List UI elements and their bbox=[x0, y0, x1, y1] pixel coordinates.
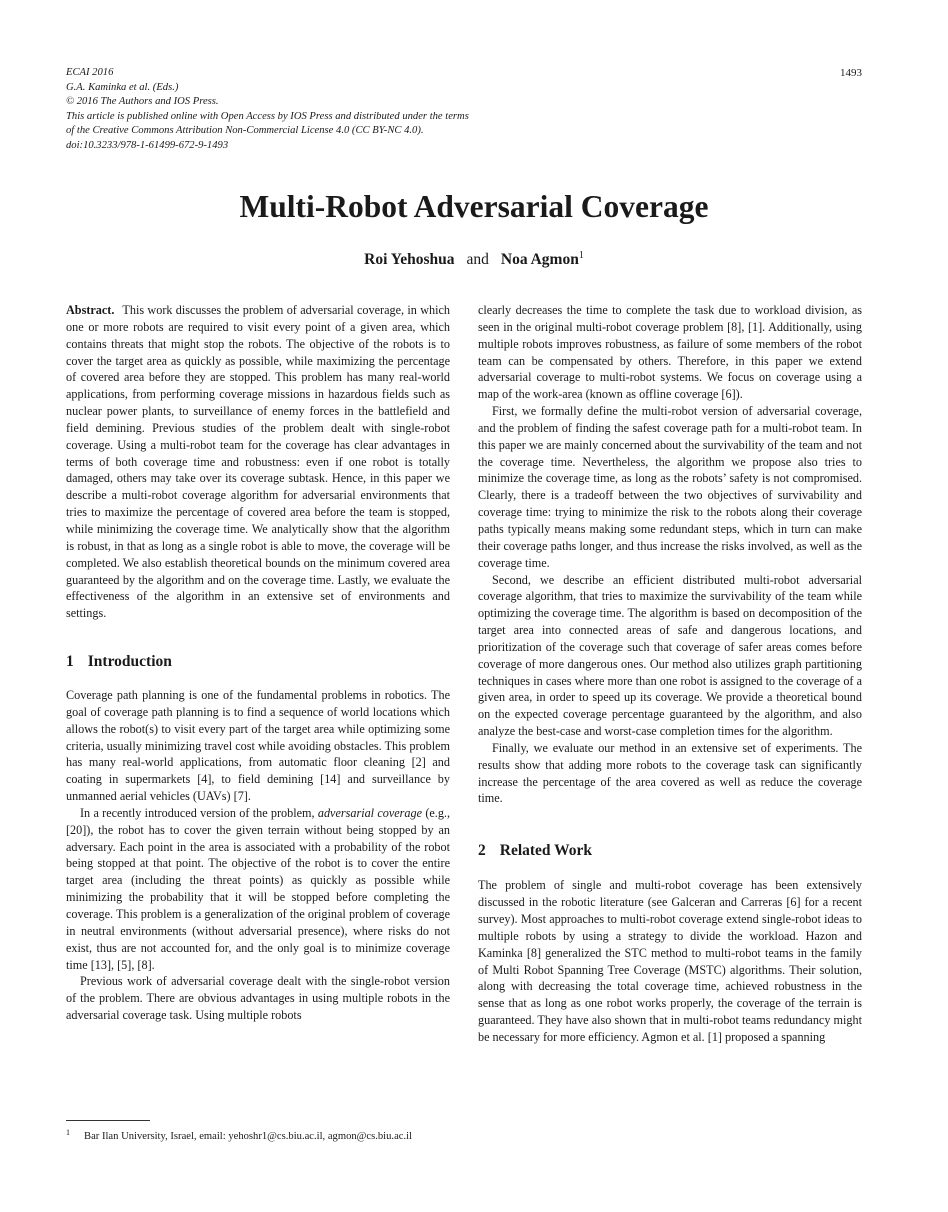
intro-paragraph-6: Finally, we evaluate our method in an extensive set of experiments. The results show that adding more robots to the coverage task can significantly increase the percentage of the area covered as well as reduce the coverage time. bbox=[478, 740, 862, 806]
intro-paragraph-4: First, we formally define the multi-robot version of adversarial coverage, and the problem of finding the safest coverage path for a multi-robot team. In this paper we are mainly concerned about the survivability of the team and not the coverage time. Nevertheless, the algorithm we propose also tries to minimize the coverage time, as long as the robots’ safety is not compromised. Clearly, there is a tradeoff between the two objectives of survivability and coverage time: trying to minimize the risk to the robots along their coverage paths typically means making some redundant steps, which in turn can make their coverage paths longer, and thus increase the risks involved, as well as the coverage time. bbox=[478, 404, 862, 570]
section-title: Related Work bbox=[499, 842, 593, 860]
intro-p2-rest: (e.g., [20]), the robot has to cover the given terrain without being stopped by an adversary. Each point in the area is associated with a probability of the robot being stopped at that point. The objective of the robot is to cover the entire target area (including the threat points) as quickly as possible while minimizing the probability that it will be stopped before completing the coverage. This problem is a generalization of the original problem of coverage in neutral environments (without adversarial presence), where risks do not exist, thus are not accounted for, and the only goal is to minimize coverage time [13], [5], [8]. bbox=[66, 805, 451, 972]
term-adversarial-coverage: adversarial coverage bbox=[317, 805, 423, 820]
footnote-text: Bar Ilan University, Israel, email: yehoshr1@cs.biu.ac.il, agmon@cs.biu.ac.il bbox=[84, 1131, 413, 1142]
header-line-license-1: This article is published online with Open Access by IOS Press and distributed under the terms bbox=[66, 110, 469, 122]
left-column bbox=[66, 302, 450, 1024]
author-first: Roi Yehoshua bbox=[364, 251, 455, 268]
section-title: Introduction bbox=[87, 653, 172, 671]
intro-paragraph-3: Previous work of adversarial coverage dealt with the single-robot version of the problem. There are obvious advantages in using multiple robots in the adversarial coverage task. Using multiple robots bbox=[66, 974, 450, 1023]
header-line-license-2: of the Creative Commons Attribution Non-Commercial License 4.0 (CC BY-NC 4.0). bbox=[66, 125, 424, 136]
header-line-doi: doi:10.3233/978-1-61499-672-9-1493 bbox=[66, 139, 229, 151]
page-number: 1493 bbox=[840, 67, 862, 79]
header-line-editors: G.A. Kaminka et al. (Eds.) bbox=[66, 81, 179, 93]
abstract-label: Abstract. bbox=[66, 303, 115, 317]
section-heading-related-work bbox=[478, 841, 862, 861]
footnote-divider bbox=[66, 1120, 150, 1121]
intro-paragraph-1: Coverage path planning is one of the fundamental problems in robotics. The goal of coverage path planning is to find a sequence of world locations which allows the robot(s) to visit every part of the target area while optimizing some criteria, usually minimizing travel cost while avoiding obstacles. This problem has many real-world applications, from automatic floor cleaning [2] and coating in supermarkets [4], to field demining [14] and surveillance by unmanned aerial vehicles (UAVs) [7]. bbox=[66, 688, 450, 804]
abstract bbox=[66, 302, 450, 622]
right-column bbox=[478, 302, 862, 1046]
section-heading-introduction bbox=[66, 652, 450, 672]
author-second: Noa Agmon bbox=[500, 251, 579, 268]
footnote bbox=[66, 1126, 450, 1144]
paper-title: Multi-Robot Adversarial Coverage bbox=[239, 189, 709, 224]
publication-header bbox=[66, 66, 866, 153]
related-paragraph-1: The problem of single and multi-robot coverage has been extensively discussed in the robotic literature (see Galceran and Carreras [6] for a recent survey). Most approaches to multi-robot coverage extend single-robot ideas to multiple robots by using a strategy to divide the workload. Hazon and Kaminka [8] generalized the STC method to multi-robot teams in the family of Multi Robot Spanning Tree Coverage (MSTC) algorithms. Their solution, along with decreasing the total coverage time, achieved robustness in the sense that as long as one robot works properly, the coverage of the terrain is guaranteed. They have also shown that in multi-robot teams redundancy might be necessary for more efficiency. Agmon et al. [1] proposed a spanning bbox=[478, 878, 862, 1044]
footnote-mark: 1 bbox=[66, 1128, 70, 1137]
intro-paragraph-2 bbox=[66, 805, 450, 973]
intro-paragraph-5: Second, we describe an efficient distributed multi-robot adversarial coverage algorithm, that tries to maximize the survivability of the team while optimizing the coverage time. The algorithm is based on decomposition of the target area into connected areas of safe and dangerous locations, and prioritization of the coverage such that coverage of safer areas comes before coverage of more dangerous ones. Our method also utilizes graph partitioning techniques in cases where more than one robot is assigned to the coverage of a given area, in order to speed up its coverage. We provide a theoretical bound on the expected coverage percentage guaranteed by the algorithm, and also analyze the best-case and worst-case completion times for the algorithm. bbox=[478, 572, 862, 739]
author-line bbox=[0, 245, 948, 271]
section-number: 1 bbox=[66, 653, 74, 671]
author-footnote-mark: 1 bbox=[578, 250, 584, 261]
header-line-copyright: © 2016 The Authors and IOS Press. bbox=[66, 96, 219, 107]
intro-paragraph-3-continued: clearly decreases the time to complete the task due to workload division, as seen in the original multi-robot coverage problem [8], [1]. Additionally, using multiple robots improves robustness, as failure of some members of the robot team can be compensated by others. Therefore, in this paper we extend adversarial coverage to multi-robot systems. We focus on coverage using a map of the work-area (known as offline coverage [6]). bbox=[478, 303, 862, 402]
author-conjunction: and bbox=[466, 251, 489, 268]
header-line-conference: ECAI 2016 bbox=[66, 67, 114, 78]
abstract-text: This work discusses the problem of adversarial coverage, in which one or more robots are required to visit every point of a given area, which contains threats that might stop the robots. The objective of the robots is to cover the target area as quickly as possible, while maximizing the percentage of covered area before they are stopped. This problem has many real-world applications, from performing coverage missions in hazardous fields such as nuclear power plants, to surveillance of enemy forces in the battlefield and field demining. Previous studies of the problem dealt with single-robot coverage. Using a multi-robot team for the coverage has clear advantages in terms of both coverage time and robustness: even if one robot is totally damaged, others may take over its coverage subtask. Hence, in this paper we describe a multi-robot coverage algorithm for adversarial environments that tries to maximize the percentage of covered area before the team is stopped, while minimizing the coverage time. We analytically show that the algorithm is robust, in that as long as a single robot is able to move, the coverage will be completed. We also establish theoretical bounds on the minimum covered area guaranteed by the algorithm and on the coverage time. Lastly, we evaluate the effectiveness of the algorithm in an extensive set of environments and settings. bbox=[66, 303, 450, 621]
section-number: 2 bbox=[478, 842, 486, 860]
intro-p2-start: In a recently introduced version of the problem, bbox=[80, 805, 315, 820]
